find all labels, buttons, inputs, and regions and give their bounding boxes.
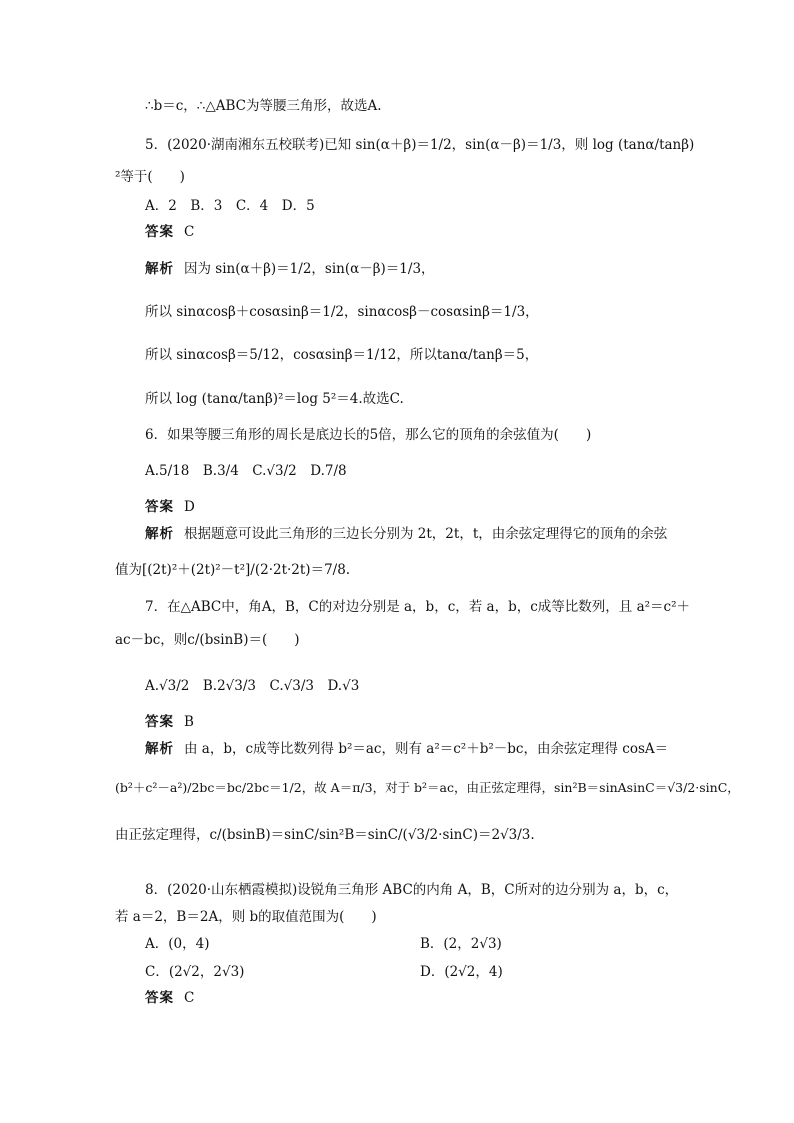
options-8-row2: [145, 962, 244, 982]
options-6: A.5/18 B.3/4 C.√3/2 D.7/8: [145, 463, 347, 479]
analysis-text: 由 a，b，c成等比数列得 b²＝ac，则有 a²＝c²＋b²－bc，由余弦定理得 cosA＝: [184, 741, 669, 757]
option-d: D．(2√2，4): [420, 964, 503, 980]
options-7: A.√3/2 B.2√3/3 C.√3/3 D.√3: [145, 678, 360, 694]
answer-8: [145, 988, 194, 1008]
answer-7: [145, 712, 194, 732]
text-line: 所以 sinαcosβ＝5/12，cosαsinβ＝1/12，所以tanα/tanβ＝5，: [145, 347, 539, 363]
analysis-label: 解析: [145, 261, 174, 277]
text-line: ²等于( ): [115, 169, 185, 185]
answer-value: C: [184, 990, 195, 1006]
text-line: ac－bc，则c/(bsinB)＝( ): [115, 632, 300, 648]
question-6: 6．如果等腰三角形的周长是底边长的5倍，那么它的顶角的余弦值为( ): [145, 427, 592, 443]
text-line: 所以 log (tanα/tanβ)²＝log 5²＝4.故选C.: [145, 391, 404, 407]
question-5: 5．(2020·湖南湘东五校联考)已知 sin(α＋β)＝1/2，sin(α－β)＝1/3，则 log (tanα/tanβ): [145, 137, 695, 153]
option-c: C．(2√2，2√3): [145, 964, 245, 980]
answer-6: [145, 497, 195, 517]
options-5: A．2 B．3 C．4 D．5: [145, 198, 315, 214]
option-b: B．(2，2√3): [420, 936, 502, 952]
analysis-6: [145, 524, 667, 544]
analysis-5: [145, 259, 435, 279]
text-line: 值为[(2t)²＋(2t)²－t²]/(2·2t·2t)＝7/8.: [115, 562, 351, 578]
answer-5: [145, 222, 194, 242]
answer-label: 答案: [145, 224, 174, 240]
options-8-row1: [145, 934, 209, 954]
answer-value: B: [184, 714, 194, 730]
option-a: A．(0，4): [145, 936, 210, 952]
text-line: 由正弦定理得，c/(bsinB)＝sinC/sin²B＝sinC/(√3/2·sinC)＝2√3/3.: [115, 827, 535, 843]
analysis-text: 因为 sin(α＋β)＝1/2，sin(α－β)＝1/3，: [184, 261, 435, 277]
text-line: (b²＋c²－a²)/2bc＝bc/2bc＝1/2，故 A＝π/3，对于 b²＝ac，由正弦定理得，sin²B＝sinAsinC＝√3/2·sinC，: [115, 780, 740, 795]
text-line: 所以 sinαcosβ＋cosαsinβ＝1/2，sinαcosβ－cosαsinβ＝1/3，: [145, 304, 539, 320]
question-7: 7．在△ABC中，角A，B，C的对边分别是 a，b，c，若 a，b，c成等比数列，且 a²＝c²＋: [145, 599, 691, 615]
analysis-label: 解析: [145, 526, 174, 542]
question-8: 8．(2020·山东栖霞模拟)设锐角三角形 ABC的内角 A，B，C所对的边分别为 a，b，c，: [145, 882, 679, 898]
answer-value: D: [184, 499, 195, 515]
analysis-7: [145, 739, 668, 759]
answer-label: 答案: [145, 499, 174, 515]
analysis-label: 解析: [145, 741, 174, 757]
answer-value: C: [184, 224, 195, 240]
analysis-text: 根据题意可设此三角形的三边长分别为 2t，2t，t，由余弦定理得它的顶角的余弦: [184, 526, 668, 542]
text-line: 若 a＝2，B＝2A，则 b的取值范围为( ): [115, 909, 377, 925]
answer-label: 答案: [145, 714, 174, 730]
text-line: ∴b＝c，∴△ABC为等腰三角形，故选A.: [145, 98, 382, 114]
answer-label: 答案: [145, 990, 174, 1006]
